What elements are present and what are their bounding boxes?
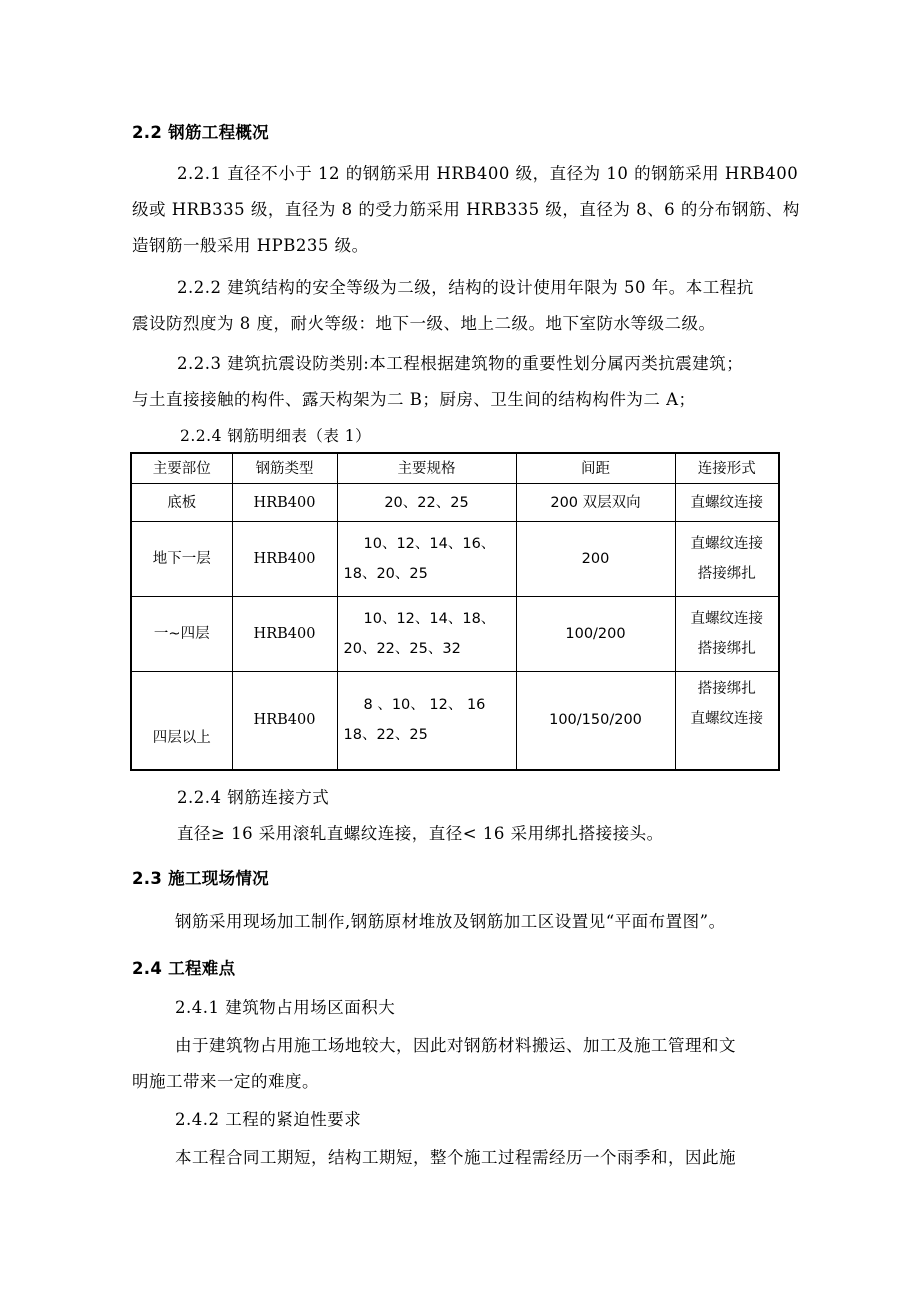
table-row [131, 672, 779, 770]
paragraph-2-2-1-line-3: 造钢筋一般采用 HPB235 级。 [132, 236, 369, 255]
table-row [131, 597, 779, 672]
cell-spacing: 200 [516, 522, 675, 597]
header-part: 主要部位 [131, 453, 232, 484]
paragraph-2-2-3-line-1: 2.2.3 建筑抗震设防类别:本工程根据建筑物的重要性划分属丙类抗震建筑； [177, 354, 744, 373]
section-heading-2-4: 2.4 工程难点 [132, 959, 236, 978]
cell-part: 底板 [131, 484, 232, 522]
cell-connection-line-1: 搭接绑扎 [697, 681, 756, 697]
cell-type: HRB400 [232, 597, 337, 672]
cell-connection: 直螺纹连接 [675, 484, 779, 522]
header-type: 钢筋类型 [232, 453, 337, 484]
table-caption: 2.2.4 钢筋明细表（表 1） [180, 427, 372, 445]
paragraph-2-3: 钢筋采用现场加工制作,钢筋原材堆放及钢筋加工区设置见“平面布置图”。 [175, 912, 726, 931]
subheading-2-4-2: 2.4.2 工程的紧迫性要求 [175, 1110, 362, 1129]
cell-spec-line-1: 10、12、14、18、 [363, 611, 496, 627]
paragraph-2-4-1-line-1: 由于建筑物占用施工场地较大，因此对钢筋材料搬运、加工及施工管理和文 [175, 1036, 736, 1055]
subheading-2-4-1: 2.4.1 建筑物占用场区面积大 [175, 998, 396, 1017]
paragraph-2-4-2-line-1: 本工程合同工期短，结构工期短，整个施工过程需经历一个雨季和，因此施 [175, 1148, 736, 1167]
header-spacing: 间距 [516, 453, 675, 484]
cell-connection [675, 522, 779, 597]
table-row [131, 484, 779, 522]
header-spec: 主要规格 [337, 453, 516, 484]
paragraph-2-2-1-line-2: 级或 HRB335 级，直径为 8 的受力筋采用 HRB335 级，直径为 8、6 的分布钢筋、构 [132, 200, 800, 219]
paragraph-2-2-3-line-2: 与土直接接触的构件、露天构架为二 B；厨房、卫生间的结构构件为二 A； [132, 390, 696, 409]
cell-spec-line-2: 18、22、25 [343, 727, 428, 744]
cell-part: 四层以上 [131, 672, 232, 770]
table-header-row [131, 453, 779, 484]
rebar-spec-table [130, 452, 780, 771]
paragraph-2-2-2-line-1: 2.2.2 建筑结构的安全等级为二级，结构的设计使用年限为 50 年。本工程抗 [177, 278, 754, 297]
cell-connection-line-1: 直螺纹连接 [690, 536, 763, 552]
cell-type: HRB400 [232, 484, 337, 522]
cell-type: HRB400 [232, 672, 337, 770]
cell-spec-line-1: 10、12、14、16、 [363, 536, 496, 552]
header-connection: 连接形式 [675, 453, 779, 484]
table-row [131, 522, 779, 597]
cell-type: HRB400 [232, 522, 337, 597]
cell-spec [337, 597, 516, 672]
cell-connection [675, 672, 779, 770]
section-heading-2-3: 2.3 施工现场情况 [132, 869, 269, 888]
cell-connection-line-1: 直螺纹连接 [690, 611, 763, 627]
cell-part: 地下一层 [131, 522, 232, 597]
paragraph-2-2-2-line-2: 震设防烈度为 8 度，耐火等级：地下一级、地上二级。地下室防水等级二级。 [132, 314, 716, 333]
cell-spec-line-1: 8 、10、 12、 16 [363, 697, 486, 714]
cell-spec-line-2: 18、20、25 [343, 566, 428, 582]
paragraph-2-4-1-line-2: 明施工带来一定的难度。 [132, 1072, 319, 1091]
cell-spec-line-2: 20、22、25、32 [343, 641, 461, 657]
section-heading-2-2: 2.2 钢筋工程概况 [132, 123, 269, 142]
cell-spec [337, 672, 516, 770]
connection-method-text: 直径≥ 16 采用滚轧直螺纹连接，直径< 16 采用绑扎搭接接头。 [177, 824, 664, 843]
cell-spec [337, 522, 516, 597]
cell-spec: 20、22、25 [337, 484, 516, 522]
paragraph-2-2-1-line-1: 2.2.1 直径不小于 12 的钢筋采用 HRB400 级，直径为 10 的钢筋采用 HRB400 [177, 164, 799, 183]
cell-connection-line-2: 搭接绑扎 [697, 641, 756, 657]
cell-part: 一~四层 [131, 597, 232, 672]
cell-connection-line-2: 直螺纹连接 [690, 711, 763, 727]
cell-spacing: 100/150/200 [516, 672, 675, 770]
cell-connection [675, 597, 779, 672]
cell-spacing: 100/200 [516, 597, 675, 672]
cell-spacing: 200 双层双向 [516, 484, 675, 522]
cell-connection-line-2: 搭接绑扎 [697, 566, 756, 582]
connection-method-heading: 2.2.4 钢筋连接方式 [177, 788, 330, 807]
